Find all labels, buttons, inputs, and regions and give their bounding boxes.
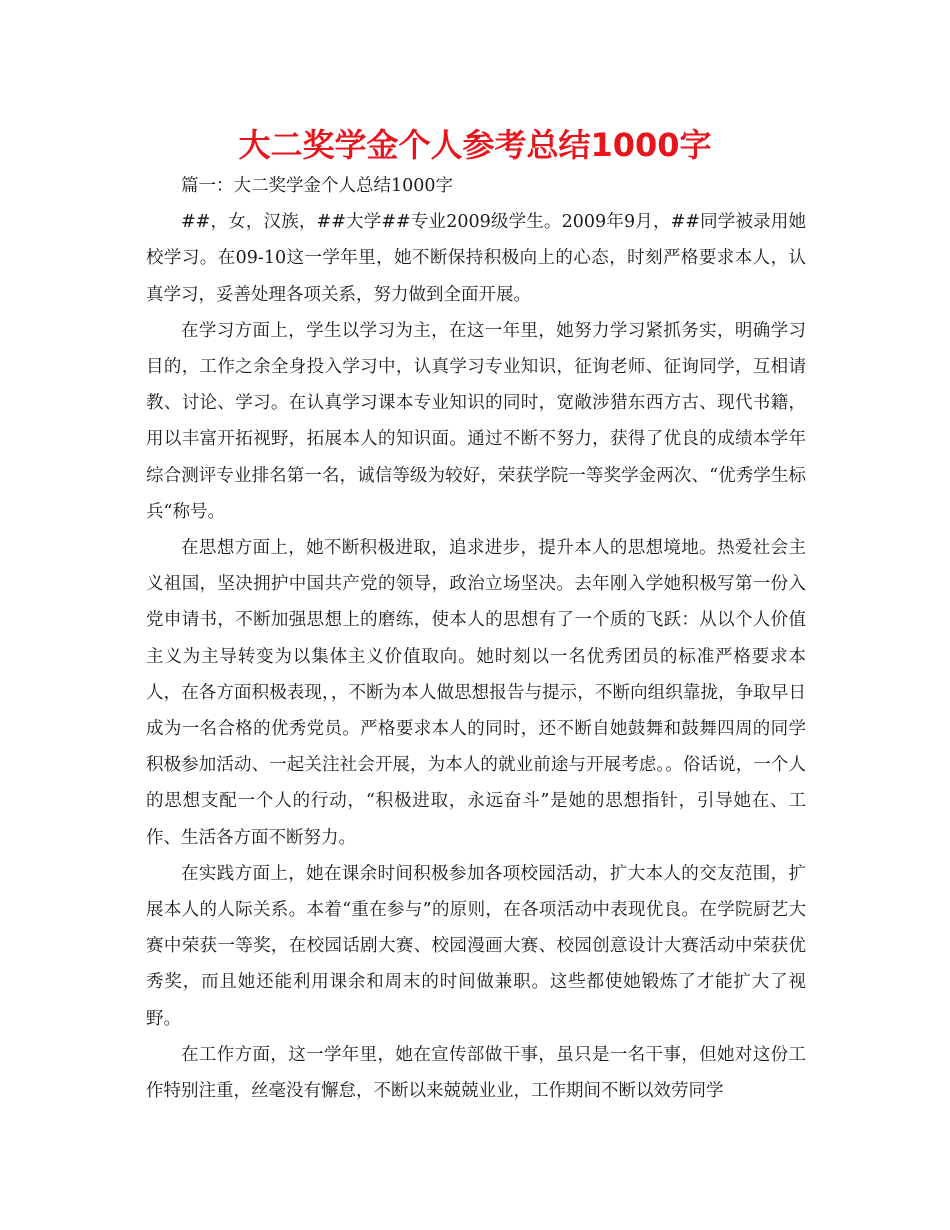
paragraph-ideology: 在思想方面上，她不断积极进取，追求进步，提升本人的思想境地。热爱社会主义祖国，坚决拥护中国共产党的领导，政治立场坚决。去年刚入学她积极写第一份入党申请书，不断加强思想上的磨练，使本人的思想有了一个质的飞跃：从以个人价值主义为主导转变为以集体主义价值取向。她时刻以一名优秀团员的标准严格要求本人，在各方面积极表现，，不断为本人做思想报告与提示，不断向组织靠拢，争取早日成为一名合格的优秀党员。严格要求本人的同时，还不断自她鼓舞和鼓舞四周的同学积极参加活动、一起关注社会开展，为本人的就业前途与开展考虑。。俗话说，一个人的思想支配一个人的行动，“积极进取，永远奋斗”是她的思想指针，引导她在、工作、生活各方面不断努力。 (146, 538, 806, 848)
document-body (146, 168, 806, 1109)
paragraph-practice: 在实践方面上，她在课余时间积极参加各项校园活动，扩大本人的交友范围，扩展本人的人际关系。本着“重在参与”的原则，在各项活动中表现优良。在学院厨艺大赛中荣获一等奖，在校园话剧大赛、校园漫画大赛、校园创意设计大赛活动中荣获优秀奖，而且她还能利用课余和周末的时间做兼职。这些都使她锻炼了才能扩大了视野。 (146, 863, 806, 1029)
paragraph-work: 在工作方面，这一学年里，她在宣传部做干事，虽只是一名干事，但她对这份工作特别注重，丝毫没有懈怠，不断以来兢兢业业，工作期间不断以效劳同学 (146, 1044, 806, 1102)
document-title: 大二奖学金个人参考总结1000字 (238, 126, 712, 164)
paragraph-intro: ##，女，汉族，##大学##专业2009级学生。2009年9月，##同学被录用她校学习。在09-10这一学年里，她不断保持积极向上的心态，时刻严格要求本人，认真学习，妥善处理各项关系，努力做到全面开展。 (146, 212, 806, 305)
paragraph-study: 在学习方面上，学生以学习为主，在这一年里，她努力学习紧抓务实，明确学习目的，工作之余全身投入学习中，认真学习专业知识，征询老师、征询同学，互相请教、讨论、学习。在认真学习课本专业知识的同时，宽敞涉猎东西方古、现代书籍，用以丰富开拓视野，拓展本人的知识面。通过不断不努力，获得了优良的成绩本学年综合测评专业排名第一名，诚信等级为较好，荣获学院一等奖学金两次、“优秀学生标兵“称号。 (146, 320, 806, 522)
section-heading: 篇一：大二奖学金个人总结1000字 (181, 176, 454, 196)
